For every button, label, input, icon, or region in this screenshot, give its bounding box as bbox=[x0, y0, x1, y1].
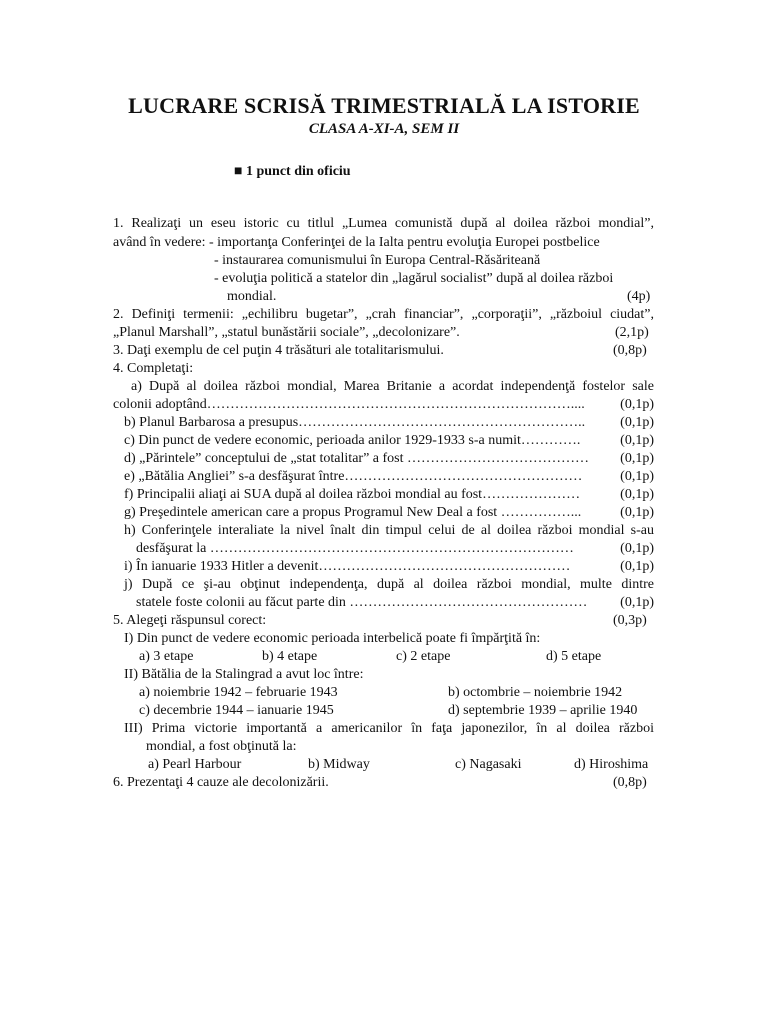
q4-b-text: b) Planul Barbarosa a presupus…………………………………………………….. bbox=[124, 415, 586, 430]
q4-f-text: f) Principalii aliaţi ai SUA după al doilea război mondial au fost………………… bbox=[124, 487, 581, 502]
q2-line1: 2. Definiţi termenii: „echilibru bugetar”, „crah financiar”, „corporaţii”, „războiul ciudat”, bbox=[113, 307, 654, 322]
q4-c-text: c) Din punct de vedere economic, perioada anilor 1929-1933 s-a numit…………. bbox=[124, 433, 581, 448]
oficiu-note: ■ 1 punct din oficiu bbox=[234, 164, 351, 179]
q4-h-line1: h) Conferinţele interaliate la nivel înalt din timpul celui de al doilea război mondial s-au bbox=[124, 523, 654, 538]
q5-points: (0,3p) bbox=[613, 613, 647, 628]
q4-i-points: (0,1p) bbox=[620, 559, 654, 574]
q5-II-option-a: a) noiembrie 1942 – februarie 1943 bbox=[139, 685, 338, 700]
q4-heading: 4. Completaţi: bbox=[113, 361, 194, 376]
q5-III-option-b: b) Midway bbox=[308, 757, 370, 772]
q1-line5: mondial. bbox=[227, 289, 277, 304]
q4-j-points: (0,1p) bbox=[620, 595, 654, 610]
q1-line2: având în vedere: - importanţa Conferinţei de la Ialta pentru evoluţia Europei postbelice bbox=[113, 235, 600, 250]
q6-points: (0,8p) bbox=[613, 775, 647, 790]
q4-f-points: (0,1p) bbox=[620, 487, 654, 502]
q5-II-text: II) Bătălia de la Stalingrad a avut loc între: bbox=[124, 667, 364, 682]
q4-e-text: e) „Bătălia Angliei” s-a desfăşurat între…………………………………………… bbox=[124, 469, 583, 484]
q5-II-option-b: b) octombrie – noiembrie 1942 bbox=[448, 685, 623, 700]
q4-i-text: i) În ianuarie 1933 Hitler a devenit……………………………………………… bbox=[124, 559, 571, 574]
q5-I-option-d: d) 5 etape bbox=[546, 649, 602, 664]
q5-II-option-d: d) septembrie 1939 – aprilie 1940 bbox=[448, 703, 638, 718]
q4-e-points: (0,1p) bbox=[620, 469, 654, 484]
q4-b-points: (0,1p) bbox=[620, 415, 654, 430]
q4-g-points: (0,1p) bbox=[620, 505, 654, 520]
q5-heading: 5. Alegeţi răspunsul corect: bbox=[113, 613, 267, 628]
q5-III-option-c: c) Nagasaki bbox=[455, 757, 522, 772]
q1-line3: - instaurarea comunismului în Europa Central-Răsăriteană bbox=[214, 253, 541, 268]
page-title: LUCRARE SCRISĂ TRIMESTRIALĂ LA ISTORIE bbox=[128, 93, 640, 118]
q5-III-line1: III) Prima victorie importantă a americanilor în faţa japonezilor, în al doilea război bbox=[124, 721, 654, 736]
q4-j-line1: j) După ce şi-au obţinut independenţa, după al doilea război mondial, multe dintre bbox=[124, 577, 654, 592]
q5-III-option-d: d) Hiroshima bbox=[574, 757, 649, 772]
q1-line4: - evoluţia politică a statelor din „lagărul socialist” după al doilea război bbox=[214, 271, 614, 286]
q5-III-line2: mondial, a fost obţinută la: bbox=[146, 739, 297, 754]
q1-line1: 1. Realizaţi un eseu istoric cu titlul „Lumea comunistă după al doilea război mondial”, bbox=[113, 216, 654, 231]
q5-I-option-b: b) 4 etape bbox=[262, 649, 318, 664]
q6-text: 6. Prezentaţi 4 cauze ale decolonizării. bbox=[113, 775, 329, 790]
q2-points: (2,1p) bbox=[615, 325, 649, 340]
q4-h-points: (0,1p) bbox=[620, 541, 654, 556]
q5-I-option-c: c) 2 etape bbox=[396, 649, 451, 664]
q4-c-points: (0,1p) bbox=[620, 433, 654, 448]
q4-a-line1: a) După al doilea război mondial, Marea Britanie a acordat independenţă fostelor sale bbox=[131, 379, 654, 394]
q3-text: 3. Daţi exemplu de cel puţin 4 trăsături ale totalitarismului. bbox=[113, 343, 444, 358]
q4-h-line2: desfăşurat la …………………………………………………………………… bbox=[136, 541, 574, 556]
q3-points: (0,8p) bbox=[613, 343, 647, 358]
q4-d-text: d) „Părintele” conceptului de „stat totalitar” a fost ………………………………… bbox=[124, 451, 589, 466]
q4-a-line2: colonii adoptând…………………………………………………………………….... bbox=[113, 397, 585, 412]
q4-j-line2: statele foste colonii au făcut parte din …………………………………………… bbox=[136, 595, 588, 610]
q5-II-option-c: c) decembrie 1944 – ianuarie 1945 bbox=[139, 703, 334, 718]
page-subtitle: CLASA A-XI-A, SEM II bbox=[308, 121, 460, 137]
q5-I-text: I) Din punct de vedere economic perioada interbelică poate fi împărţită în: bbox=[124, 631, 541, 646]
q4-g-text: g) Preşedintele american care a propus Programul New Deal a fost ……………... bbox=[124, 505, 582, 520]
q2-line2: „Planul Marshall”, „statul bunăstării sociale”, „decolonizare”. bbox=[113, 325, 460, 340]
q4-a-points: (0,1p) bbox=[620, 397, 654, 412]
q5-III-option-a: a) Pearl Harbour bbox=[148, 757, 242, 772]
q4-d-points: (0,1p) bbox=[620, 451, 654, 466]
q1-points: (4p) bbox=[627, 289, 651, 304]
q5-I-option-a: a) 3 etape bbox=[139, 649, 194, 664]
